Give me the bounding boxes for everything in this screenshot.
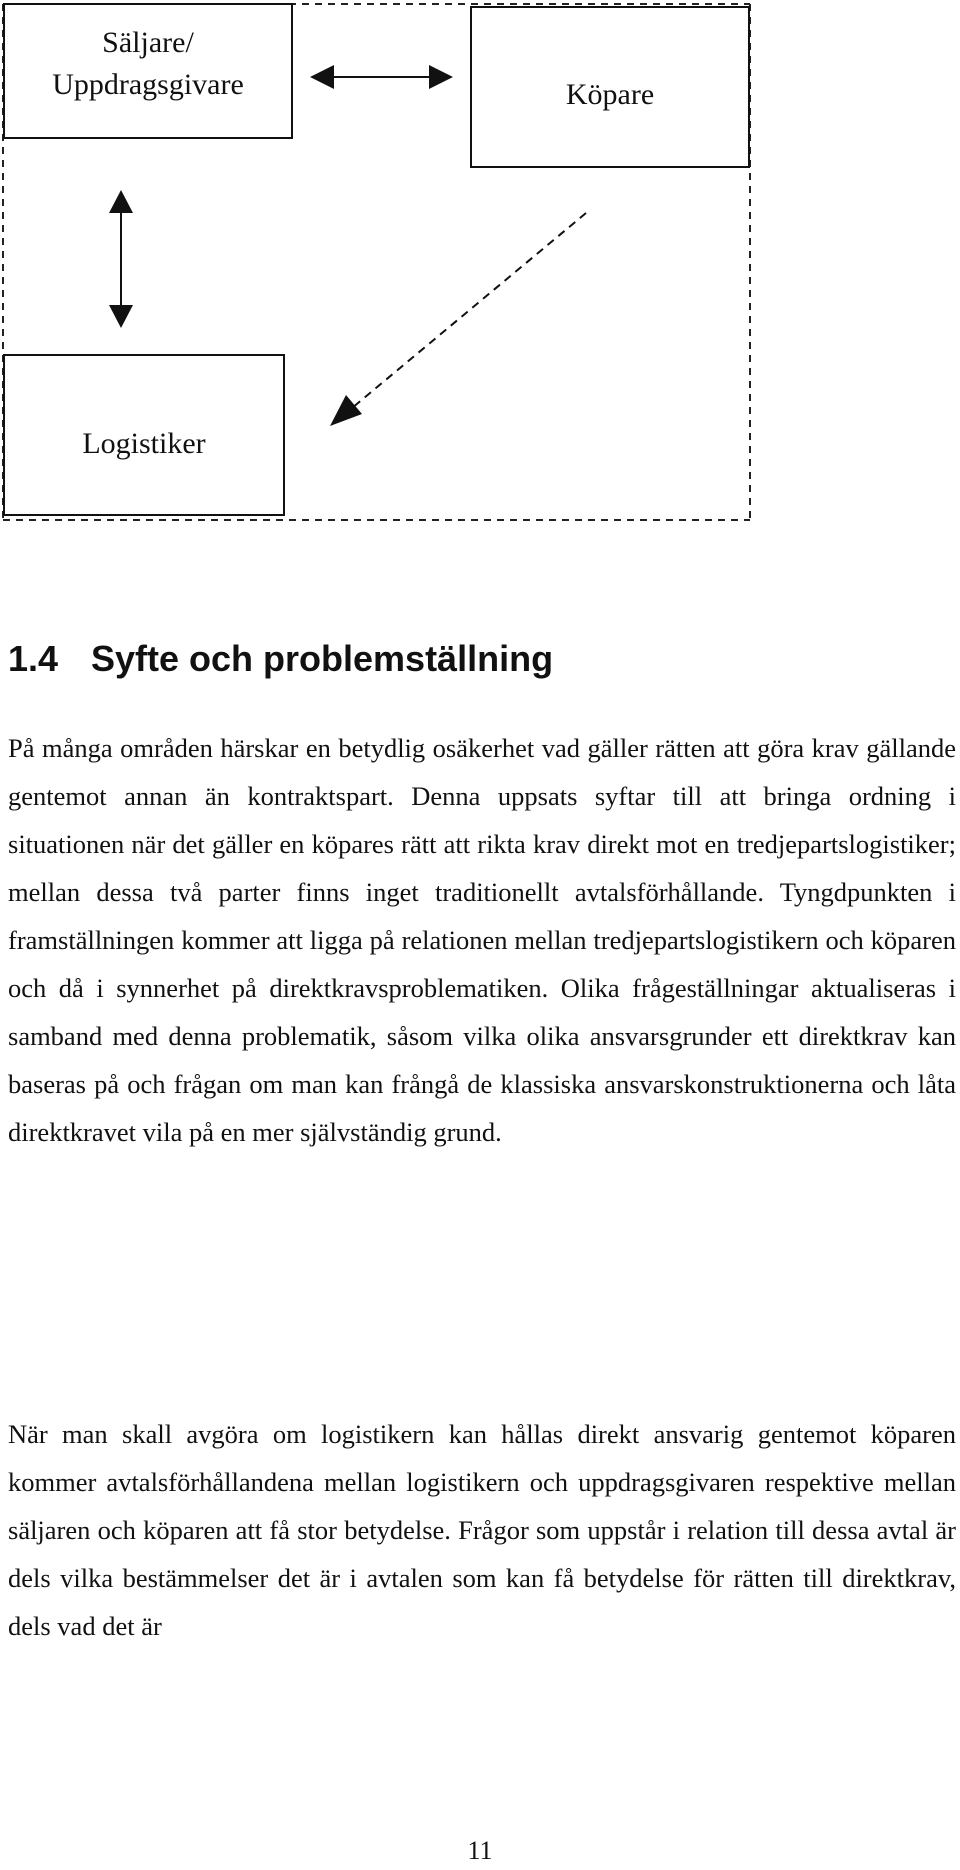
paragraph-1: På många områden härskar en betydlig osäkerhet vad gäller rätten att göra krav gällande gentemot annan än kontraktspart. Denna uppsats syftar till att bringa ordning i situationen när det gäller en köpares rätt att rikta krav direkt mot en tredjepartslogistiker; mellan dessa två parter finns inget traditionellt avtalsförhållande. Tyngdpunkten i framställningen kommer att ligga på relationen mellan tredjepartslogistikern och köparen och då i synnerhet på direktkravsproblematiken. Olika frågeställningar aktualiseras i samband med denna problematik, såsom vilka olika ansvarsgrunder ett direktkrav kan baseras på och frågan om man kan frångå de klassiska ansvarskonstruktionerna och låta direktkravet vila på en mer självständig grund. (8, 733, 956, 1147)
section-number: 1.4 (8, 638, 59, 679)
section-heading (8, 637, 553, 681)
paragraph-2: När man skall avgöra om logistikern kan hållas direkt ansvarig gentemot köparen kommer avtalsförhållandena mellan logistikern och uppdragsgivaren respektive mellan säljaren och köparen att få stor betydelse. Frågor som uppstår i relation till dessa avtal är dels vilka bestämmelser det är i avtalen som kan få betydelse för rätten till direktkrav, dels vad det är (8, 1419, 956, 1641)
seller-logistician-arrow (109, 190, 133, 328)
seller-buyer-arrow (310, 65, 453, 89)
page-number: 11 (467, 1836, 493, 1865)
relationship-diagram (0, 0, 960, 540)
seller-label-line1: Säljare/ (102, 26, 194, 59)
buyer-label: Köpare (565, 78, 655, 111)
buyer-logistician-dashed-arrow (330, 213, 586, 426)
logistician-label: Logistiker (82, 427, 206, 460)
seller-label-line2: Uppdragsgivare (52, 68, 244, 101)
section-title: Syfte och problemställning (91, 638, 554, 679)
